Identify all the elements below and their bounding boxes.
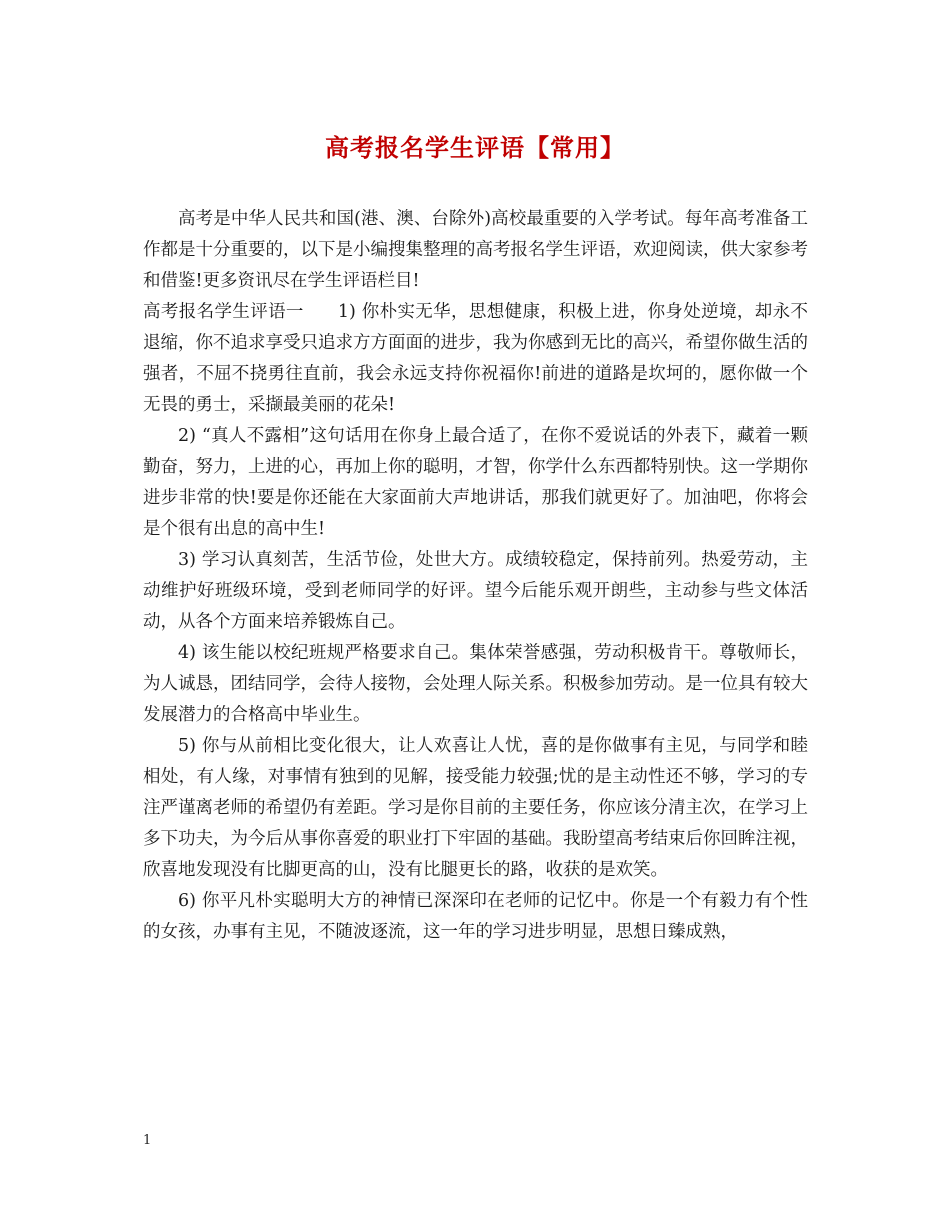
section-paragraph-1 — [143, 297, 808, 421]
document-title: 高考报名学生评语【常用】 — [325, 133, 625, 162]
page-number: 1 — [143, 1133, 152, 1148]
comment-item-1: 1) 你朴实无华，思想健康，积极上进，你身处逆境，却永不退缩，你不追求享受只追求方方面面的进步，我为你感到无比的高兴，希望你做生活的强者，不屈不挠勇往直前，我会永远支持你祝福你!前进的道路是坎坷的，愿你做一个无畏的勇士，采撷最美丽的花朵! — [143, 302, 809, 415]
comment-item-6: 6) 你平凡朴实聪明大方的神情已深深印在老师的记忆中。你是一个有毅力有个性的女孩，办事有主见，不随波逐流，这一年的学习进步明显，思想日臻成熟， — [143, 891, 808, 942]
comment-item-5: 5) 你与从前相比变化很大，让人欢喜让人忧，喜的是你做事有主见，与同学和睦相处，有人缘，对事情有独到的见解，接受能力较强;忧的是主动性还不够，学习的专注严谨离老师的希望仍有差距。学习是你目前的主要任务，你应该分清主次，在学习上多下功夫，为今后从事你喜爱的职业打下牢固的基础。我盼望高考结束后你回眸注视，欣喜地发现没有比脚更高的山，没有比腿更长的路，收获的是欢笑。 — [143, 736, 808, 880]
document-body — [143, 204, 808, 948]
intro-paragraph: 高考是中华人民共和国(港、澳、台除外)高校最重要的入学考试。每年高考准备工作都是十分重要的，以下是小编搜集整理的高考报名学生评语，欢迎阅读，供大家参考和借鉴!更多资讯尽在学生评语栏目! — [143, 209, 808, 291]
comment-item-3: 3) 学习认真刻苦，生活节俭，处世大方。成绩较稳定，保持前列。热爱劳动，主动维护好班级环境，受到老师同学的好评。望今后能乐观开朗些，主动参与些文体活动，从各个方面来培养锻炼自己。 — [143, 550, 808, 632]
section-label: 高考报名学生评语一 — [143, 302, 304, 322]
comment-item-4: 4) 该生能以校纪班规严格要求自己。集体荣誉感强，劳动积极肯干。尊敬师长，为人诚恳，团结同学，会待人接物，会处理人际关系。积极参加劳动。是一位具有较大发展潜力的合格高中毕业生。 — [143, 643, 808, 725]
comment-item-2: 2) “真人不露相”这句话用在你身上最合适了，在你不爱说话的外表下，藏着一颗勤奋，努力，上进的心，再加上你的聪明，才智，你学什么东西都特别快。这一学期你进步非常的快!要是你还能在大家面前大声地讲话，那我们就更好了。加油吧，你将会是个很有出息的高中生! — [143, 426, 808, 539]
